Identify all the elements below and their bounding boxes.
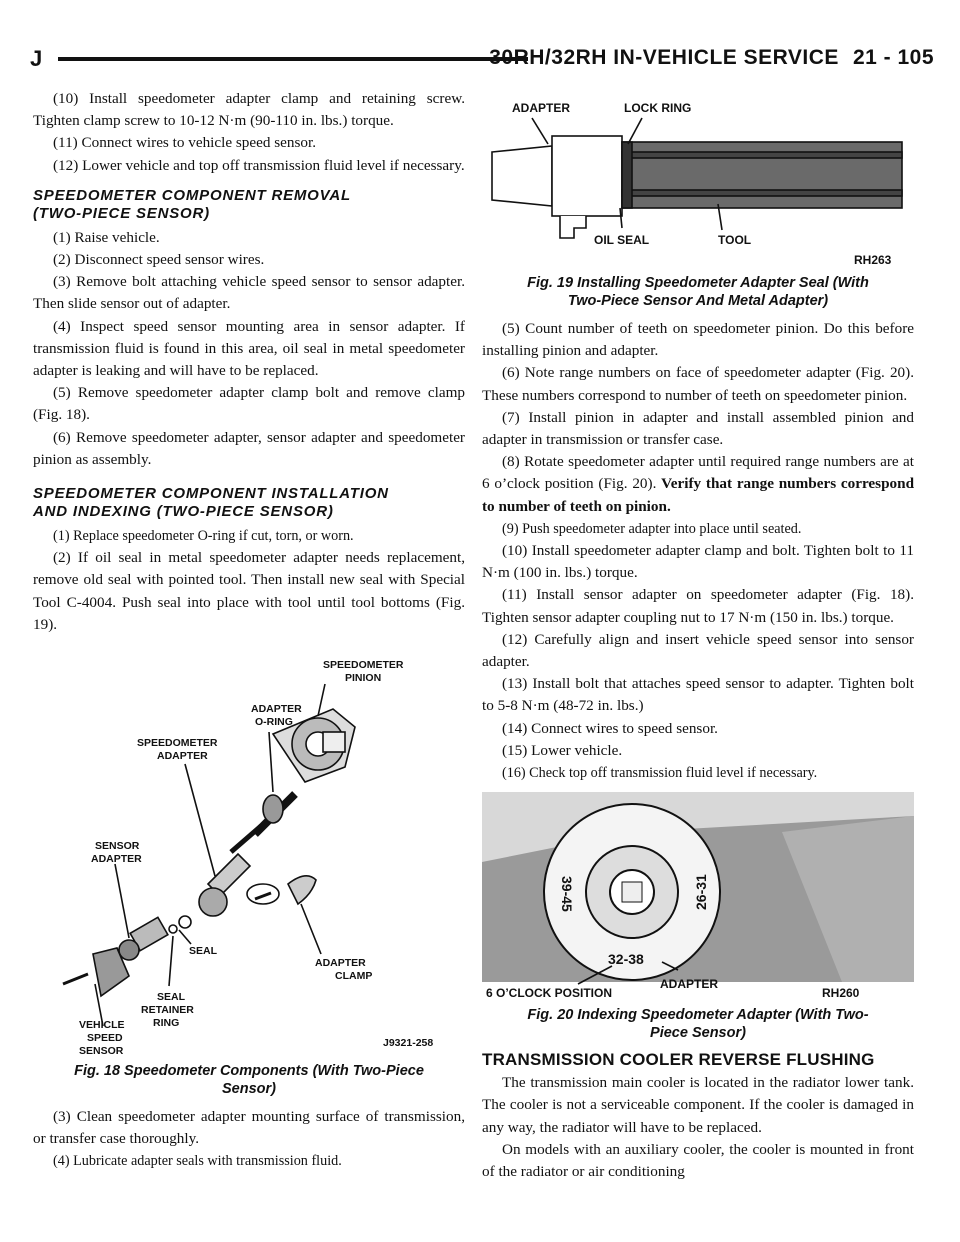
cooler-paragraph-1: The transmission main cooler is located in the radiator lower tank. The cooler is not a serviceable component. If the cooler is damaged in any way, the radiator will have to be replaced.	[482, 1074, 914, 1136]
adapter-indexing-illustration	[482, 792, 914, 1002]
label-clock: 6 O’CLOCK POSITION	[486, 986, 613, 1001]
removal-step-4: (4) Inspect speed sensor mounting area in sensor adapter. If transmission fluid is found in this area, oil seal in metal speedometer adapter is leaking and will have to be replaced.	[33, 317, 465, 380]
page-number: 21 - 105	[852, 46, 934, 69]
install-step-9: (9) Push speedometer adapter into place until seated.	[502, 520, 802, 537]
install-step-4: (4) Lubricate adapter seals with transmission fluid.	[53, 1153, 342, 1170]
install-step-6: (6) Note range numbers on face of speedometer adapter (Fig. 20). These numbers correspond to number of teeth on speedometer pinion.	[482, 364, 914, 404]
caption-fig-19	[482, 274, 914, 310]
label-sensor-adapter-1: SENSOR	[95, 840, 140, 853]
left-column	[33, 88, 465, 1173]
label-clamp-1: ADAPTER	[315, 957, 366, 970]
install-step-14: (14) Connect wires to speed sensor.	[502, 719, 718, 737]
figure-code: J9321-258	[383, 1037, 434, 1050]
label-seal: SEAL	[189, 945, 218, 958]
install-step-7: (7) Install pinion in adapter and install assembled pinion and adapter in transmission or transfer case.	[482, 408, 914, 449]
speedometer-components-illustration	[33, 654, 465, 1058]
range-label-b: 26-31	[693, 874, 709, 911]
caption-fig-19-line-2: Two-Piece Sensor And Metal Adapter)	[567, 293, 829, 309]
header-rule	[58, 57, 528, 61]
install-step-1: (1) Replace speedometer O-ring if cut, torn, or worn.	[53, 528, 354, 545]
caption-fig-20	[482, 1006, 914, 1042]
install-step-16: (16) Check top off transmission fluid level if necessary.	[502, 765, 818, 782]
label-spadapter-1: SPEEDOMETER	[137, 737, 218, 750]
label-pinion-2: PINION	[345, 672, 382, 685]
removal-step-3: (3) Remove bolt attaching vehicle speed sensor to sensor adapter. Then slide sensor out of adapter.	[33, 273, 465, 313]
caption-fig-18	[33, 1062, 465, 1098]
install-step-10: (10) Install speedometer adapter clamp and bolt. Tighten bolt to 11 N·m (100 in. lbs.) torque.	[482, 542, 914, 582]
heading-installation-line-1: SPEEDOMETER COMPONENT INSTALLATION	[33, 485, 389, 503]
heading-cooler-flushing: TRANSMISSION COOLER REVERSE FLUSHING	[482, 1050, 875, 1070]
caption-fig-20-line-1: Fig. 20 Indexing Speedometer Adapter (With Two-	[527, 1007, 869, 1024]
label-oring-2: O-RING	[255, 716, 293, 729]
caption-fig-19-line-1: Fig. 19 Installing Speedometer Adapter Seal (With	[527, 275, 869, 291]
page-header	[30, 40, 934, 74]
label-adapter: ADAPTER	[512, 101, 571, 115]
step-11: (11) Connect wires to vehicle speed sensor.	[53, 134, 317, 152]
install-step-12: (12) Carefully align and insert vehicle speed sensor into sensor adapter.	[482, 630, 914, 671]
label-vss-1: VEHICLE	[79, 1019, 125, 1032]
removal-step-1: (1) Raise vehicle.	[53, 228, 160, 246]
label-clamp-2: CLAMP	[335, 970, 373, 983]
step-10: (10) Install speedometer adapter clamp and retaining screw. Tighten clamp screw to 10-12 N·m (90-110 in. lbs.) torque.	[33, 90, 465, 130]
label-oring-1: ADAPTER	[251, 703, 302, 716]
figure-code: RH263	[854, 253, 892, 267]
install-step-11: (11) Install sensor adapter on speedometer adapter (Fig. 18). Tighten sensor adapter coupling nut to 17 N·m (150 in. lbs.) torque.	[482, 586, 914, 626]
label-retainer-2: RETAINER	[141, 1004, 194, 1017]
heading-installation	[33, 485, 465, 521]
caption-fig-20-line-2: Piece Sensor)	[650, 1025, 746, 1042]
label-retainer-1: SEAL	[157, 991, 186, 1004]
heading-removal-line-1: SPEEDOMETER COMPONENT REMOVAL	[33, 186, 351, 204]
figure-20	[482, 792, 914, 1002]
caption-fig-18-line-2: Sensor)	[222, 1081, 276, 1098]
section-title: 30RH/32RH IN-VEHICLE SERVICE	[489, 46, 839, 69]
step-12: (12) Lower vehicle and top off transmission fluid level if necessary.	[53, 156, 465, 174]
label-retainer-3: RING	[153, 1017, 180, 1030]
install-step-8-text: (8) Rotate speedometer adapter until required range numbers are at 6 o’clock position (Fig. 20).	[482, 453, 914, 493]
label-spadapter-2: ADAPTER	[157, 750, 208, 763]
heading-removal-line-2: (TWO-PIECE SENSOR)	[33, 204, 210, 222]
figure-code: RH260	[822, 986, 860, 1001]
label-oilseal: OIL SEAL	[594, 233, 650, 247]
label-sensor-adapter-2: ADAPTER	[91, 853, 142, 866]
install-step-3: (3) Clean speedometer adapter mounting surface of transmission, or transfer case thoroughly.	[33, 1108, 465, 1148]
install-step-13: (13) Install bolt that attaches speed sensor to adapter. Tighten bolt to 5-8 N·m (48-72 in. lbs.)	[482, 675, 914, 715]
heading-installation-line-2: AND INDEXING (TWO-PIECE SENSOR)	[33, 503, 334, 521]
adapter-seal-illustration	[482, 92, 914, 270]
removal-step-5: (5) Remove speedometer adapter clamp bolt and remove clamp (Fig. 18).	[33, 384, 465, 424]
header-letter: J	[30, 46, 43, 71]
label-vss-2: SPEED	[87, 1032, 123, 1045]
label-vss-3: SENSOR	[79, 1045, 124, 1058]
install-step-8	[482, 451, 914, 518]
label-adapter: ADAPTER	[660, 977, 719, 992]
label-tool: TOOL	[718, 233, 752, 247]
install-step-15: (15) Lower vehicle.	[502, 741, 623, 759]
range-label-a: 39-45	[559, 876, 575, 913]
heading-removal	[33, 187, 465, 223]
right-column	[482, 88, 914, 1183]
removal-step-6: (6) Remove speedometer adapter, sensor adapter and speedometer pinion as assembly.	[33, 428, 465, 468]
removal-step-2: (2) Disconnect speed sensor wires.	[53, 251, 265, 269]
label-pinion-1: SPEEDOMETER	[323, 659, 404, 672]
label-lockring: LOCK RING	[624, 101, 692, 115]
figure-19	[482, 92, 914, 270]
figure-18	[33, 654, 465, 1058]
install-step-8-warning: Verify that range numbers correspond to number of teeth on pinion.	[482, 475, 915, 515]
install-step-2: (2) If oil seal in metal speedometer adapter needs replacement, remove old seal with pointed tool. Then install new seal with Special Tool C-4004. Push seal into place with tool until tool bottoms (Fig. 19).	[33, 549, 465, 633]
cooler-paragraph-2: On models with an auxiliary cooler, the cooler is mounted in front of the radiator or air conditioning	[482, 1140, 914, 1181]
install-step-5: (5) Count number of teeth on speedometer pinion. Do this before installing pinion and adapter.	[482, 320, 914, 360]
range-label-c: 32-38	[608, 951, 644, 968]
caption-fig-18-line-1: Fig. 18 Speedometer Components (With Two-Piece	[74, 1063, 424, 1080]
header-title	[489, 46, 934, 70]
